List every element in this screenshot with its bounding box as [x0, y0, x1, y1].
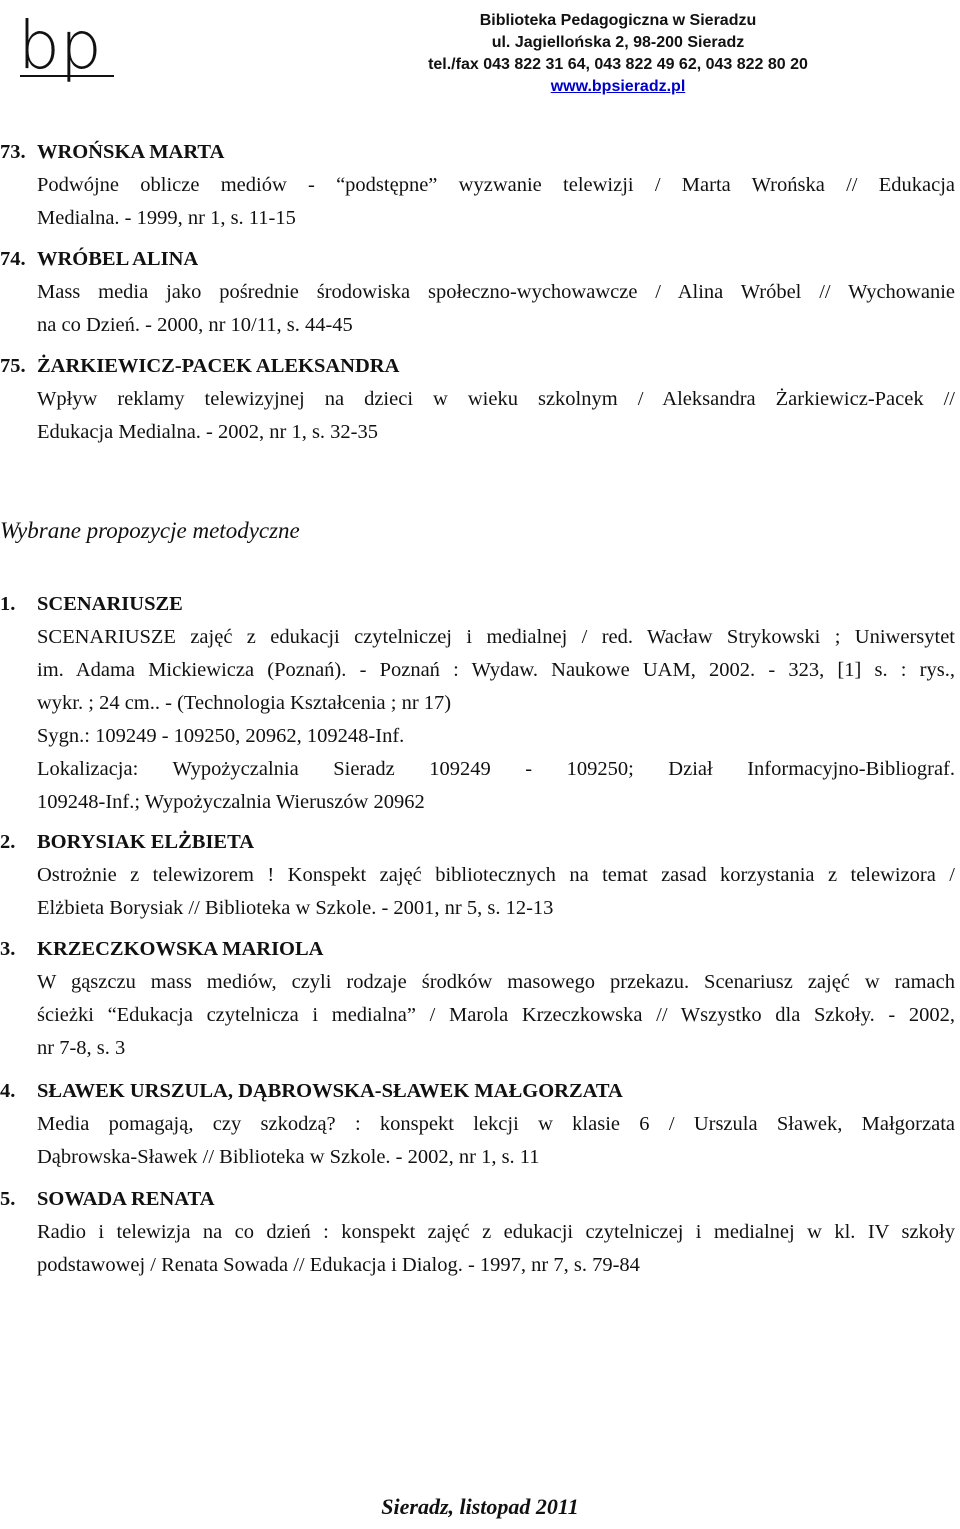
entry-text-line: Ostrożnie z telewizorem ! Konspekt zajęć bibliotecznych na temat zasad korzystania z telewizora /	[37, 864, 955, 886]
entry-text-line: Dąbrowska-Sławek // Biblioteka w Szkole. - 2002, nr 1, s. 11	[37, 1146, 540, 1168]
entry-number: 5.	[0, 1188, 16, 1210]
entry-author: SŁAWEK URSZULA, DĄBROWSKA-SŁAWEK MAŁGORZATA	[37, 1080, 623, 1102]
entry-author: WRÓBEL ALINA	[37, 248, 199, 270]
entry-text-line: Mass media jako pośrednie środowiska społeczno-wychowawcze / Alina Wróbel // Wychowanie	[37, 281, 955, 303]
entry-text-line: Wpływ reklamy telewizyjnej na dzieci w wieku szkolnym / Aleksandra Żarkiewicz-Pacek //	[37, 388, 955, 410]
entry-number: 4.	[0, 1080, 16, 1102]
entry-author: BORYSIAK ELŻBIETA	[37, 831, 255, 853]
library-address: ul. Jagiellońska 2, 98-200 Sieradz	[491, 34, 745, 51]
entry-author: WROŃSKA MARTA	[37, 141, 225, 163]
section-title: Wybrane propozycje metodyczne	[0, 518, 300, 543]
logo-text: bp	[18, 7, 102, 82]
entry-author: SCENARIUSZE	[37, 593, 183, 615]
entry-author: KRZECZKOWSKA MARIOLA	[37, 938, 324, 960]
entry-text-line: W gąszczu mass mediów, czyli rodzaje środków masowego przekazu. Scenariusz zajęć w ramach	[37, 971, 955, 993]
library-phone: tel./fax 043 822 31 64, 043 822 49 62, 043 822 80 20	[428, 56, 808, 73]
entry-author: ŻARKIEWICZ-PACEK ALEKSANDRA	[37, 355, 400, 377]
entry-number: 75.	[0, 355, 26, 377]
entry-number: 74.	[0, 248, 26, 270]
entry-number: 73.	[0, 141, 26, 163]
entry-text-line: Elżbieta Borysiak // Biblioteka w Szkole. - 2001, nr 5, s. 12-13	[37, 897, 554, 919]
library-website-link[interactable]: www.bpsieradz.pl	[550, 78, 686, 95]
entry-text-line: Media pomagają, czy szkodzą? : konspekt lekcji w klasie 6 / Urszula Sławek, Małgorzata	[37, 1113, 955, 1135]
entry-number: 2.	[0, 831, 16, 853]
entry-text-line: ścieżki “Edukacja czytelnicza i medialna” / Marola Krzeczkowska // Wszystko dla Szkoły. - 2002,	[37, 1004, 955, 1026]
entry-text-line: podstawowej / Renata Sowada // Edukacja i Dialog. - 1997, nr 7, s. 79-84	[37, 1254, 640, 1276]
page-footer: Sieradz, listopad 2011	[381, 1494, 579, 1519]
entry-text-line: Lokalizacja: Wypożyczalnia Sieradz 109249 - 109250; Dział Informacyjno-Bibliograf.	[37, 758, 955, 780]
entry-text-line: Sygn.: 109249 - 109250, 20962, 109248-Inf.	[37, 725, 405, 747]
entry-author: SOWADA RENATA	[37, 1188, 215, 1210]
entry-number: 1.	[0, 593, 16, 615]
library-name: Biblioteka Pedagogiczna w Sieradzu	[479, 12, 757, 29]
library-header	[276, 10, 960, 98]
library-logo	[16, 6, 116, 82]
entry-text-line: im. Adama Mickiewicza (Poznań). - Poznań : Wydaw. Naukowe UAM, 2002. - 323, [1] s. : rys.,	[37, 659, 955, 681]
entry-number: 3.	[0, 938, 16, 960]
entry-text-line: Edukacja Medialna. - 2002, nr 1, s. 32-35	[37, 421, 379, 443]
entry-text-line: Medialna. - 1999, nr 1, s. 11-15	[37, 207, 296, 229]
entry-text-line: 109248-Inf.; Wypożyczalnia Wieruszów 20962	[37, 791, 425, 813]
entry-text-line: SCENARIUSZE zajęć z edukacji czytelniczej i medialnej / red. Wacław Strykowski ; Uniwersytet	[37, 626, 955, 648]
entry-text-line: Radio i telewizja na co dzień : konspekt zajęć z edukacji czytelniczej i medialnej w kl. IV szkoły	[37, 1221, 955, 1243]
entry-text-line: nr 7-8, s. 3	[37, 1037, 126, 1059]
entry-text-line: na co Dzień. - 2000, nr 10/11, s. 44-45	[37, 314, 353, 336]
entry-text-line: Podwójne oblicze mediów - “podstępne” wyzwanie telewizji / Marta Wrońska // Edukacja	[37, 174, 955, 196]
entry-text-line: wykr. ; 24 cm.. - (Technologia Kształcenia ; nr 17)	[37, 692, 452, 714]
